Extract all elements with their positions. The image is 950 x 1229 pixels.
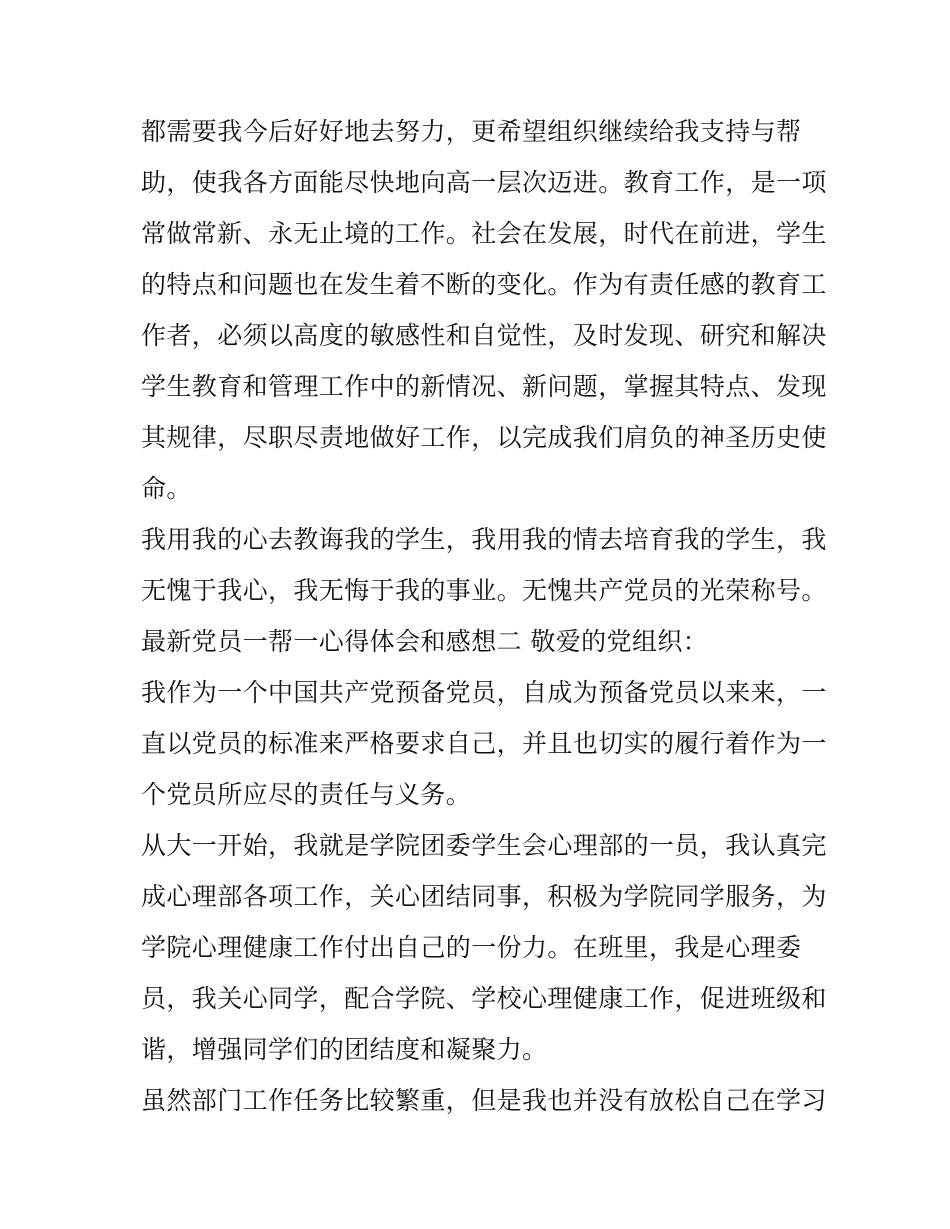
text-line: 无愧于我心，我无悔于我的事业。无愧共产党员的光荣称号。 <box>141 576 827 605</box>
text-line: 我作为一个中国共产党预备党员，自成为预备党员以来来，一 <box>141 678 827 707</box>
text-line: 从大一开始，我就是学院团委学生会心理部的一员，我认真完 <box>141 831 827 860</box>
text-line: 成心理部各项工作，关心团结同事，积极为学院同学服务，为 <box>141 882 827 911</box>
text-line: 员，我关心同学，配合学院、学校心理健康工作，促进班级和 <box>141 984 827 1013</box>
document-body <box>141 106 827 1126</box>
section-heading-line: 最新党员一帮一心得体会和感想二 敬爱的党组织： <box>141 627 709 656</box>
text-line: 常做常新、永无止境的工作。社会在发展，时代在前进，学生 <box>141 219 827 248</box>
text-line: 虽然部门工作任务比较繁重，但是我也并没有放松自己在学习 <box>141 1086 827 1115</box>
text-line: 命。 <box>141 474 192 503</box>
text-line: 其规律，尽职尽责地做好工作，以完成我们肩负的神圣历史使 <box>141 423 827 452</box>
text-line: 学院心理健康工作付出自己的一份力。在班里，我是心理委 <box>141 933 802 962</box>
text-line: 个党员所应尽的责任与义务。 <box>141 780 472 809</box>
text-line: 直以党员的标准来严格要求自己，并且也切实的履行着作为一 <box>141 729 827 758</box>
text-line: 都需要我今后好好地去努力，更希望组织继续给我支持与帮 <box>141 117 802 146</box>
text-line: 我用我的心去教诲我的学生，我用我的情去培育我的学生，我 <box>141 525 827 554</box>
text-line: 谐，增强同学们的团结度和凝聚力。 <box>141 1035 548 1064</box>
text-line: 的特点和问题也在发生着不断的变化。作为有责任感的教育工 <box>141 270 827 299</box>
text-line: 学生教育和管理工作中的新情况、新问题，掌握其特点、发现 <box>141 372 827 401</box>
text-line: 助，使我各方面能尽快地向高一层次迈进。教育工作，是一项 <box>141 168 827 197</box>
text-line: 作者，必须以高度的敏感性和自觉性，及时发现、研究和解决 <box>141 321 827 350</box>
